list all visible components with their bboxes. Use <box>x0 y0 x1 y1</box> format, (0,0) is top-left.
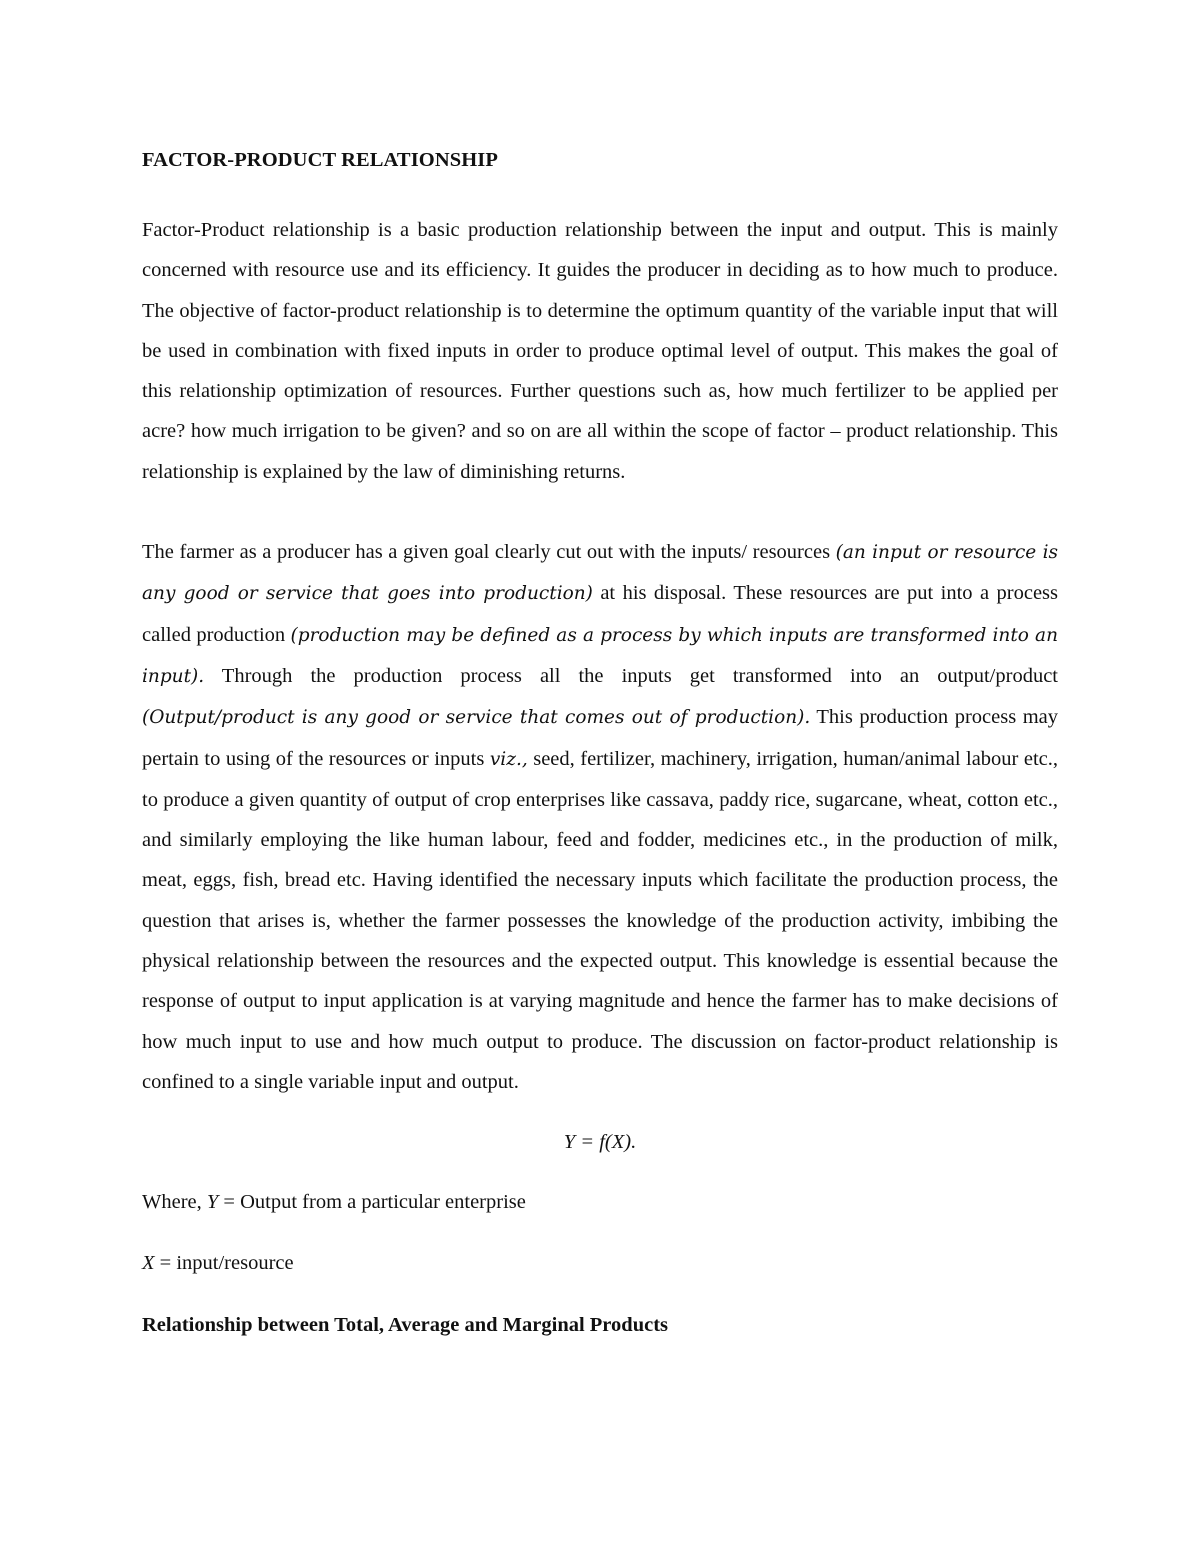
definition-input: (an input or resource is any good or service that goes into production) <box>142 542 1058 605</box>
definition-y <box>142 1182 1058 1222</box>
production-function-equation <box>142 1122 1058 1162</box>
variable-y: Y <box>206 1191 219 1214</box>
paragraph-intro: Factor-Product relationship is a basic production relationship between the input and output. This is mainly concerned with resource use and its efficiency. It guides the producer in deciding as to how much to produce. The objective of factor-product relationship is to determine the optimum quantity of the variable input that will be used in combination with fixed inputs in order to produce optimal level of output. This makes the goal of this relationship optimization of resources. Further questions such as, how much fertilizer to be applied per acre? how much irrigation to be given? and so on are all within the scope of factor – product relationship. This relationship is explained by the law of diminishing returns. <box>142 219 1058 483</box>
paragraph-production <box>142 532 1058 1102</box>
paragraph-text: at his disposal. These resources are put into a process called production <box>142 582 1059 646</box>
paragraph-text: This production process may pertain to using of the resources or inputs <box>142 706 1058 770</box>
where-prefix: Where, <box>142 1191 207 1214</box>
definition-x <box>142 1243 1058 1283</box>
document-title: FACTOR-PRODUCT RELATIONSHIP <box>142 149 498 171</box>
document-page <box>142 140 1058 1345</box>
paragraph-text: The farmer as a producer has a given goal clearly cut out with the inputs/ resources <box>142 541 836 564</box>
definition-production: (production may be defined as a process by which inputs are transformed into an input). <box>142 624 1058 687</box>
definition-output: (Output/product is any good or service that comes out of production). <box>142 707 811 729</box>
paragraph-text: seed, fertilizer, machinery, irrigation, human/animal labour etc., to produce a given quantity of output of crop enterprises like cassava, paddy rice, sugarcane, wheat, cotton etc., and similarly employing the like human labour, feed and fodder, medicines etc., in the production of milk, meat, eggs, fish, bread etc. Having identified the necessary inputs which facilitate the production process, the question that arises is, whether the farmer possesses the knowledge of the production activity, imbibing the physical relationship between the resources and the expected output. This knowledge is essential because the response of output to input application is at varying magnitude and hence the farmer has to make decisions of how much input to use and how much output to produce. The discussion on factor-product relationship is confined to a single variable input and output. <box>142 747 1059 1093</box>
paragraph-text: Through the production process all the inputs get transformed into an output/product <box>204 664 1058 687</box>
viz-abbreviation: viz., <box>489 748 528 770</box>
variable-x: X <box>142 1251 155 1274</box>
section-subheading: Relationship between Total, Average and Marginal Products <box>142 1313 668 1336</box>
definition-x-text: = input/resource <box>154 1251 294 1274</box>
definition-y-text: = Output from a particular enterprise <box>218 1191 526 1214</box>
equation-text: Y = f(X). <box>563 1131 637 1154</box>
